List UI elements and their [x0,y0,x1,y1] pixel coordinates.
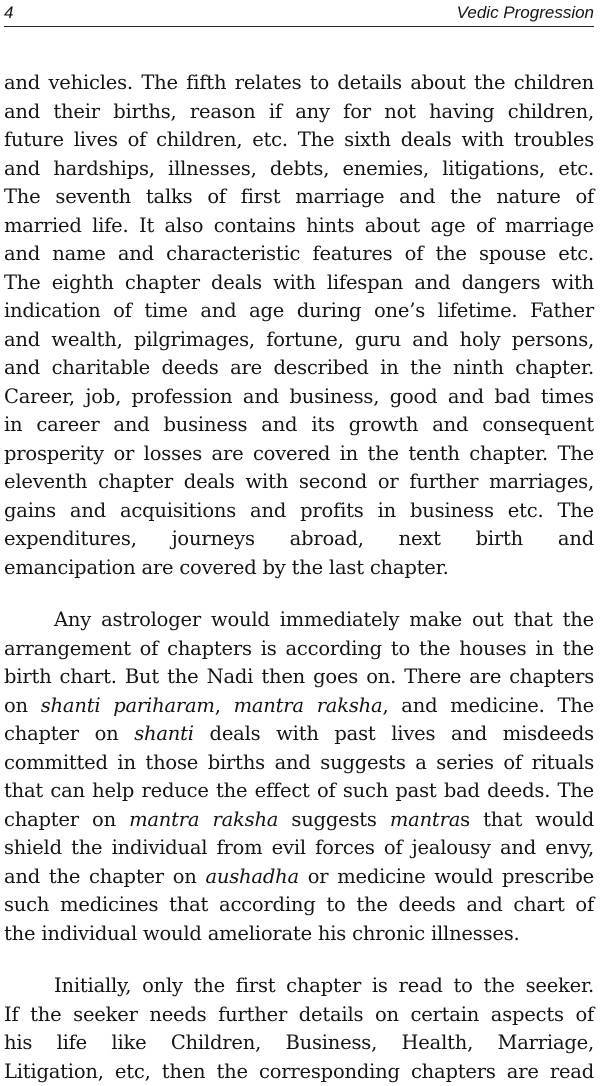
text-line: indication of time and age during one’s lifetime. Father [4,297,594,326]
text-line: eleventh chapter deals with second or further marriages, [4,468,594,497]
italic-term: mantra raksha [234,694,383,717]
running-header [4,2,594,27]
text-line [4,777,594,806]
text-line: his life like Children, Business, Health, Marriage, [4,1029,594,1058]
text-segment: , [215,694,234,717]
text-line: and hardships, illnesses, debts, enemies, litigations, etc. [4,155,594,184]
text-line: Litigation, etc, then the corresponding chapters are read [4,1058,594,1086]
text-line: in career and business and its growth and consequent [4,411,594,440]
text-line [4,806,594,835]
text-line: expenditures, journeys abroad, next birth and [4,525,594,554]
text-line: Initially, only the first chapter is read to the seeker. [4,972,594,1001]
text-line: Career, job, profession and business, good and bad times [4,383,594,412]
text-segment: s that would [460,808,594,831]
text-line: and charitable deeds are described in the ninth chapter. [4,354,594,383]
page-number: 4 [4,2,13,24]
text-segment: chapter on [4,722,134,745]
text-segment: committed in those births and suggests a series of rituals [4,751,594,774]
text-line [4,606,594,635]
italic-term: aushadha [205,865,298,888]
text-line: gains and acquisitions and profits in business etc. The [4,497,594,526]
italic-term: shanti pariharam [41,694,215,717]
text-line: and name and characteristic features of the spouse etc. [4,240,594,269]
paragraph-1 [4,69,594,582]
text-segment: on [4,694,41,717]
text-line [4,863,594,892]
text-line: The seventh talks of first marriage and the nature of [4,183,594,212]
italic-term: shanti [134,722,194,745]
text-line: and vehicles. The fifth relates to details about the children [4,69,594,98]
text-segment: chapter on [4,808,129,831]
text-segment: Any astrologer would immediately make out that the [54,608,594,631]
book-title: Vedic Progression [457,2,594,24]
text-line: emancipation are covered by the last chapter. [4,554,594,583]
text-segment: or medicine would prescribe [299,865,594,888]
text-line: married life. It also contains hints about age of marriage [4,212,594,241]
text-line [4,663,594,692]
text-line: If the seeker needs further details on certain aspects of [4,1001,594,1030]
text-segment: such medicines that according to the deeds and chart of [4,893,594,916]
text-segment: shield the individual from evil forces of jealousy and envy, [4,836,594,859]
text-segment: and the chapter on [4,865,205,888]
body-text [4,69,594,1086]
text-line [4,834,594,863]
text-line: and their births, reason if any for not having children, [4,98,594,127]
text-line [4,920,594,949]
text-line: prosperity or losses are covered in the tenth chapter. The [4,440,594,469]
text-segment: , and medicine. The [382,694,594,717]
text-segment: deals with past lives and misdeeds [194,722,594,745]
text-line [4,720,594,749]
paragraph-spacer [4,582,594,606]
paragraph-3 [4,972,594,1086]
text-line [4,692,594,721]
text-segment: suggests [278,808,390,831]
text-line: future lives of children, etc. The sixth deals with troubles [4,126,594,155]
text-line: The eighth chapter deals with lifespan and dangers with [4,269,594,298]
italic-term: mantra raksha [129,808,278,831]
text-line [4,891,594,920]
text-segment: the individual would ameliorate his chronic illnesses. [4,922,520,945]
paragraph-2 [4,606,594,948]
text-line [4,749,594,778]
text-line [4,635,594,664]
italic-term: mantra [390,808,460,831]
text-segment: that can help reduce the effect of such past bad deeds. The [4,779,594,802]
text-segment: arrangement of chapters is according to the houses in the [4,637,594,660]
paragraph-spacer [4,948,594,972]
text-segment: birth chart. But the Nadi then goes on. There are chapters [4,665,594,688]
text-line: and wealth, pilgrimages, fortune, guru and holy persons, [4,326,594,355]
